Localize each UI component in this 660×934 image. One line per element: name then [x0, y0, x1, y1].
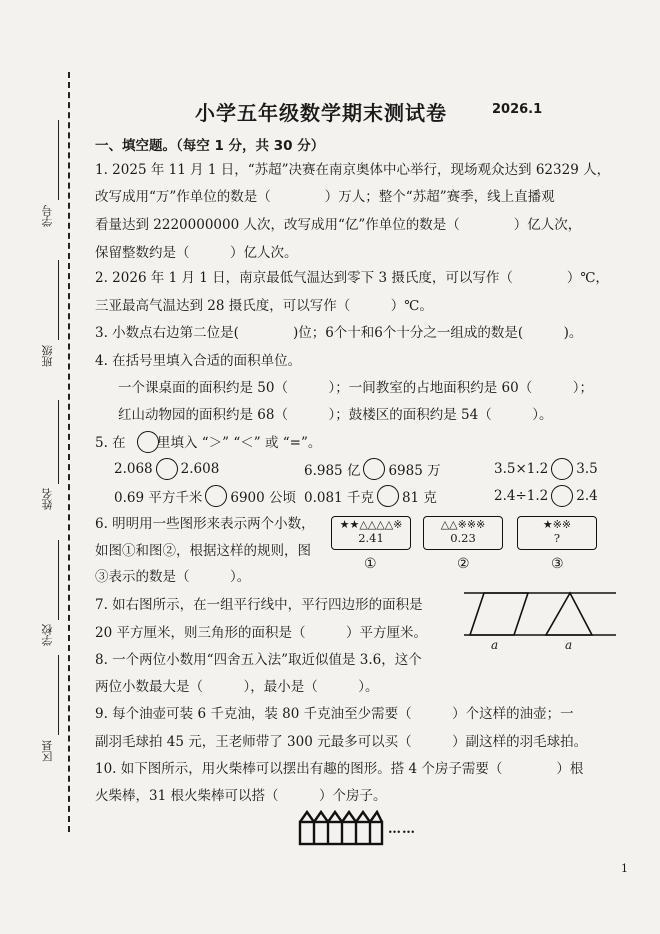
figure-label-1: ① [364, 556, 377, 572]
answer-circle[interactable] [156, 458, 178, 480]
q5-line: 5. 在 里填入 “＞” “＜” 或 “=”。 [95, 435, 322, 451]
compare-right: 6985 万 [388, 463, 441, 479]
q4-line-2: 一个课桌面的面积约是 50（ ）；一间教室的占地面积约是 60（ ）； [118, 380, 593, 396]
class-line [58, 260, 59, 340]
q4-line-1: 4. 在括号里填入合适的面积单位。 [95, 353, 302, 369]
compare-row-2 [114, 485, 598, 507]
compare-left: 2.068 [114, 461, 153, 477]
figure-value: 0.23 [450, 531, 476, 545]
school-label: 学校 [41, 624, 54, 646]
figure-label-2: ② [457, 556, 470, 572]
compare-left: 3.5×1.2 [494, 461, 549, 477]
continuation-dots: …… [388, 822, 416, 837]
q1-line-1: 1. 2025 年 11 月 1 日，“苏超”决赛在南京奥体中心举行，现场观众达到 62329 人， [95, 162, 611, 178]
q2-line-1: 2. 2026 年 1 月 1 日，南京最低气温达到零下 3 摄氏度，可以写作（ ）℃， [95, 270, 609, 286]
q7-line-1: 7. 如右图所示，在一组平行线中，平行四边形的面积是 [95, 597, 423, 613]
section-heading: 一、填空题。（每空 1 分，共 30 分） [95, 138, 325, 154]
compare-row-1 [114, 458, 598, 480]
base-label-parallelogram: a [491, 638, 499, 652]
page-title: 小学五年级数学期末测试卷 [195, 101, 447, 125]
binding-line [68, 72, 70, 832]
parallelogram-shape [470, 593, 528, 635]
answer-circle[interactable] [363, 458, 385, 480]
figure-box-3 [517, 516, 597, 550]
figure-symbols: ★★△△△△※ [339, 518, 403, 531]
answer-circle[interactable] [551, 458, 573, 480]
q6-line-1: 6. 明明用一些图形来表示两个小数， [95, 516, 315, 532]
name-label: 姓名 [41, 488, 54, 510]
q1-line-4: 保留整数约是（ ）亿人次。 [95, 245, 298, 261]
q9-line-1: 9. 每个油壶可装 6 千克油，装 80 千克油至少需要（ ）个这样的油壶；一 [95, 706, 574, 722]
name-line [58, 400, 59, 484]
student-id-label: 学号 [41, 205, 54, 227]
compare-left: 0.081 千克 [304, 490, 374, 506]
district-label: 区县 [41, 740, 54, 762]
compare-left: 2.4÷1.2 [494, 488, 549, 504]
figure-symbols: △△※※※ [440, 518, 486, 531]
compare-right: 2.608 [180, 461, 220, 477]
q6-line-2: 如图①和图②，根据这样的规则，图 [95, 543, 311, 559]
q9-line-2: 副羽毛球拍 45 元，王老师带了 300 元最多可以买（ ）副这样的羽毛球拍。 [95, 734, 588, 750]
page-number: 1 [621, 862, 628, 875]
q10-line-2: 火柴棒，31 根火柴棒可以搭（ ）个房子。 [95, 788, 387, 804]
district-line [58, 655, 59, 735]
figure-value: 2.41 [358, 531, 384, 545]
exam-date: 2026.1 [492, 102, 543, 117]
figure-value: ? [553, 531, 561, 545]
answer-circle[interactable] [205, 485, 227, 507]
q10-line-1: 10. 如下图所示，用火柴棒可以摆出有趣的图形。搭 4 个房子需要（ ）根 [95, 761, 584, 777]
compare-circle-icon [137, 431, 159, 453]
q7-line-2: 20 平方厘米，则三角形的面积是（ ）平方厘米。 [95, 625, 427, 641]
q1-line-2: 改写成用“万”作单位的数是（ ）万人；整个“苏超”赛季，线上直播观 [95, 189, 555, 205]
figure-box-2 [423, 516, 503, 550]
matchstick-houses-figure [298, 808, 384, 850]
q6-line-3: ③表示的数是（ ）。 [95, 569, 251, 585]
q1-line-3: 看量达到 2220000000 人次，改写成用“亿”作单位的数是（ ）亿人次， [95, 217, 582, 233]
figure-label-3: ③ [551, 556, 564, 572]
school-line [58, 540, 59, 620]
q2-line-2: 三亚最高气温达到 28 摄氏度，可以写作（ ）℃。 [95, 298, 433, 314]
compare-left: 0.69 平方千米 [114, 490, 203, 506]
base-label-triangle: a [565, 638, 573, 652]
answer-circle[interactable] [551, 485, 573, 507]
triangle-shape [546, 593, 592, 635]
class-label: 班级 [41, 345, 54, 367]
houses-group [300, 812, 382, 844]
student-id-line [58, 120, 59, 200]
q8-line-2: 两位小数最大是（ ），最小是（ ）。 [95, 679, 379, 695]
compare-right: 81 克 [401, 490, 437, 506]
q3-line: 3. 小数点右边第二位是( )位；6个十和6个十分之一组成的数是( )。 [95, 325, 583, 341]
roof-lines [300, 812, 382, 822]
compare-right: 6900 公顷 [230, 490, 297, 506]
q8-line-1: 8. 一个两位小数用“四舍五入法”取近似值是 3.6，这个 [95, 652, 422, 668]
parallel-lines-figure [460, 585, 620, 655]
figure-symbols: ★※※ [542, 518, 572, 531]
q4-line-3: 红山动物园的面积约是 68（ ）；鼓楼区的面积约是 54（ ）。 [118, 407, 553, 423]
compare-right: 3.5 [576, 461, 598, 477]
answer-circle[interactable] [377, 485, 399, 507]
compare-left: 6.985 亿 [304, 463, 361, 479]
figure-box-1 [331, 516, 411, 550]
compare-right: 2.4 [576, 488, 598, 504]
